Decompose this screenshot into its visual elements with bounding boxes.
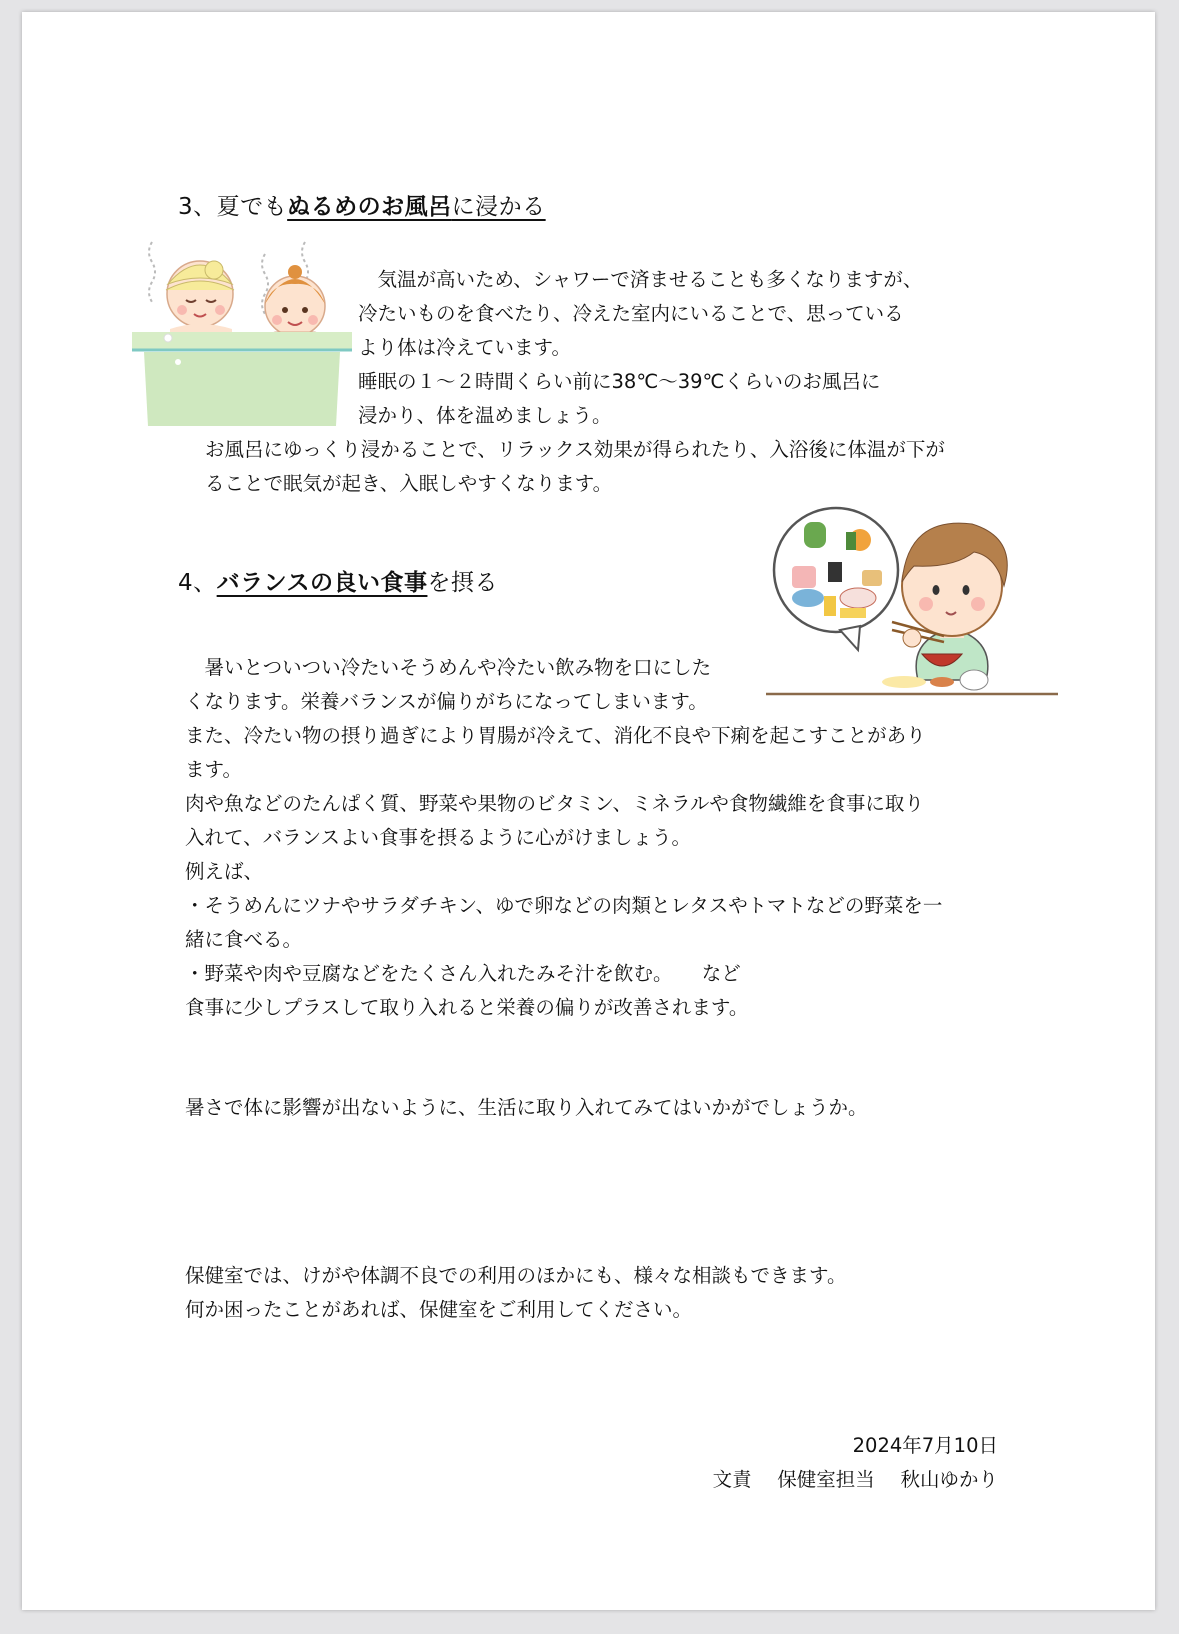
section4-line: 肉や魚などのたんぱく質、野菜や果物のビタミン、ミネラルや食物繊維を食事に取り <box>185 792 924 815</box>
notice-line: 保健室では、けがや体調不良での利用のほかにも、様々な相談もできます。 <box>185 1264 847 1287</box>
meal-illustration-icon <box>762 504 1062 726</box>
section3-line: 気温が高いため、シャワーで済ませることも多くなりますが、 <box>358 268 923 291</box>
section4-line: 食事に少しプラスして取り入れると栄養の偏りが改善されます。 <box>185 996 749 1019</box>
section4-line: 例えば、 <box>185 860 264 883</box>
closing-line: 暑さで体に影響が出ないように、生活に取り入れてみてはいかがでしょうか。 <box>185 1096 868 1119</box>
footer-date: 2024年7月10日 <box>852 1434 998 1457</box>
section3-heading-emphasis: ぬるめのお風呂 <box>287 194 452 220</box>
section4-line: また、冷たい物の摂り過ぎにより胃腸が冷えて、消化不良や下痢を起こすことがあり <box>185 724 926 747</box>
section4-line: 入れて、バランスよい食事を摂るように心がけましょう。 <box>185 826 692 849</box>
bath-illustration-icon <box>130 234 365 434</box>
section4-line: 緒に食べる。 <box>185 928 303 951</box>
document-page <box>22 12 1155 1610</box>
section3-heading: 3、夏でもぬるめのお風呂に浸かる <box>178 194 546 220</box>
section3-line: 睡眠の１～２時間くらい前に38℃～39℃くらいのお風呂に <box>358 370 881 393</box>
section3-line: より体は冷えています。 <box>358 336 571 359</box>
section3-line: お風呂にゆっくり浸かることで、リラックス効果が得られたり、入浴後に体温が下が <box>205 438 945 461</box>
section4-line: ・野菜や肉や豆腐などをたくさん入れたみそ汁を飲む。 など <box>185 962 741 985</box>
footer-author: 文責 保健室担当 秋山ゆかり <box>712 1468 998 1491</box>
section4-line: ます。 <box>185 758 242 781</box>
section4-line: ・そうめんにツナやサラダチキン、ゆで卵などの肉類とレタスやトマトなどの野菜を一 <box>185 894 943 917</box>
notice-line: 何か困ったことがあれば、保健室をご利用してください。 <box>185 1298 693 1321</box>
section4-line: くなります。栄養バランスが偏りがちになってしまいます。 <box>185 690 708 713</box>
section3-line: 冷たいものを食べたり、冷えた室内にいることで、思っている <box>358 302 904 325</box>
section4-line: 暑いとついつい冷たいそうめんや冷たい飲み物を口にした <box>185 656 712 679</box>
section3-line: ることで眠気が起き、入眠しやすくなります。 <box>205 472 613 495</box>
section4-heading: 4、バランスの良い食事を摂る <box>178 570 498 596</box>
section4-heading-emphasis: バランスの良い食事 <box>216 570 428 596</box>
section3-line: 浸かり、体を温めましょう。 <box>358 404 612 427</box>
